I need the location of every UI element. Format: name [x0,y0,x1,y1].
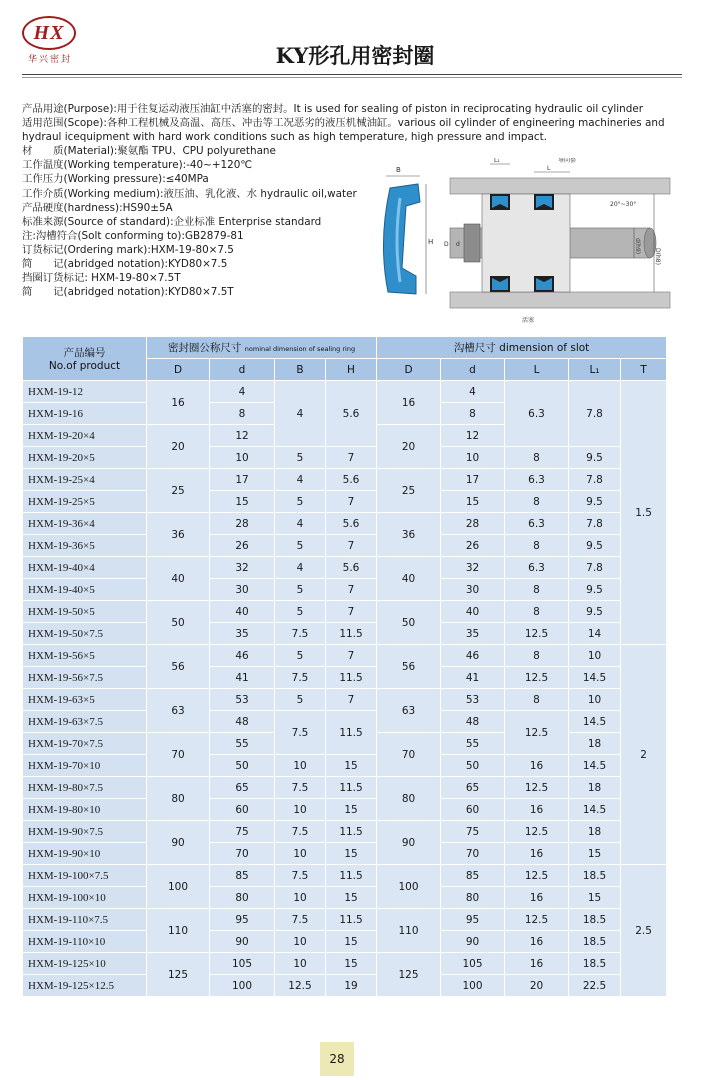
table-cell: 85 [441,865,505,887]
spec-material: 材 质(Material):聚氨酯 TPU、CPU polyurethane [22,145,276,158]
table-row [23,777,667,799]
product-code: HXM-19-110×7.5 [23,909,147,931]
table-cell: 90 [377,821,441,865]
table-cell: 7.8 [569,513,621,535]
spec-pressure: 工作压力(Working pressure):≤40MPa [22,173,209,186]
table-row [23,557,667,579]
table-cell: 2.5 [621,865,667,997]
table-cell: 15 [326,843,377,865]
product-code: HXM-19-40×5 [23,579,147,601]
table-cell: 40 [441,601,505,623]
table-row [23,711,667,733]
table-cell: 50 [147,601,210,645]
table-cell: 16 [505,953,569,975]
product-code: HXM-19-36×5 [23,535,147,557]
table-row [23,887,667,909]
table-cell: 16 [505,799,569,821]
table-row [23,469,667,491]
table-cell: 4 [210,381,275,403]
table-cell: 10 [210,447,275,469]
table-cell: 10 [275,931,326,953]
table-cell: 36 [147,513,210,557]
table-cell: 70 [210,843,275,865]
table-cell: 90 [441,931,505,953]
table-cell: 8 [505,689,569,711]
col-group-seal-en: nominal dimension of sealing ring [244,345,356,353]
col-seal-d: d [210,359,275,381]
table-row [23,865,667,887]
table-cell: 5.6 [326,469,377,491]
table-cell: 8 [505,645,569,667]
table-cell: 19 [326,975,377,997]
table-cell: 8 [505,535,569,557]
seal-diagram [372,158,684,328]
table-row [23,909,667,931]
product-code: HXM-19-56×5 [23,645,147,667]
product-code: HXM-19-80×7.5 [23,777,147,799]
table-cell: 110 [147,909,210,953]
ring-b-label: B [396,166,401,174]
table-cell: 14.5 [569,711,621,733]
table-cell: 65 [210,777,275,799]
table-cell: 9.5 [569,579,621,601]
guide-sleeve-label: 导向套 [558,158,577,164]
product-code: HXM-19-63×7.5 [23,711,147,733]
product-code: HXM-19-125×12.5 [23,975,147,997]
table-row [23,623,667,645]
table-row [23,689,667,711]
table-cell: 7.5 [275,623,326,645]
table-row [23,447,667,469]
col-slot-T: T [621,359,667,381]
product-code: HXM-19-90×7.5 [23,821,147,843]
table-cell: 10 [441,447,505,469]
table-cell: 15 [326,799,377,821]
table-cell: 35 [441,623,505,645]
product-code: HXM-19-25×5 [23,491,147,513]
table-cell: 70 [147,733,210,777]
piston-label: 活塞 [522,317,535,324]
table-cell: 18 [569,733,621,755]
table-cell: 5 [275,447,326,469]
table-cell: 15 [326,931,377,953]
table-cell: 10 [275,843,326,865]
col-product-en: No.of product [48,360,121,372]
table-cell: 16 [147,381,210,425]
table-cell: 85 [210,865,275,887]
product-code: HXM-19-25×4 [23,469,147,491]
header-divider [22,74,682,75]
table-cell: 4 [275,513,326,535]
table-cell: 16 [505,931,569,953]
table-row [23,755,667,777]
table-cell: 7.5 [275,711,326,755]
table-cell: 10 [569,689,621,711]
table-cell: 60 [441,799,505,821]
product-code: HXM-19-80×10 [23,799,147,821]
table-cell: 5 [275,491,326,513]
table-cell: 7 [326,645,377,667]
product-code: HXM-19-56×7.5 [23,667,147,689]
table-cell: 11.5 [326,909,377,931]
dim-l: L [547,165,551,172]
table-cell: 75 [441,821,505,843]
col-group-slot [377,337,667,359]
table-cell: 8 [505,579,569,601]
table-cell: 7.5 [275,865,326,887]
table-row [23,645,667,667]
table-cell: 60 [210,799,275,821]
col-group-seal [147,337,377,359]
table-cell: 10 [275,799,326,821]
table-cell: 56 [147,645,210,689]
table-cell: 50 [210,755,275,777]
table-cell: 7.5 [275,777,326,799]
table-cell: 100 [210,975,275,997]
table-cell: 11.5 [326,667,377,689]
table-row [23,491,667,513]
col-product [23,337,147,381]
table-cell: 70 [441,843,505,865]
table-cell: 110 [377,909,441,953]
product-code: HXM-19-100×7.5 [23,865,147,887]
table-cell: 6.3 [505,469,569,491]
col-seal-B: B [275,359,326,381]
table-cell: 50 [377,601,441,645]
table-row [23,535,667,557]
table-cell: 56 [377,645,441,689]
col-product-cn: 产品编号 [63,347,106,359]
table-cell: 12.5 [505,623,569,645]
table-cell: 7.5 [275,909,326,931]
table-cell: 40 [210,601,275,623]
table-cell: 12.5 [505,777,569,799]
header-divider-thin [22,77,682,78]
table-cell: 10 [275,887,326,909]
table-cell: 7.5 [275,667,326,689]
table-cell: 18.5 [569,909,621,931]
table-cell: 12.5 [505,909,569,931]
table-cell: 35 [210,623,275,645]
table-row [23,579,667,601]
table-cell: 15 [569,887,621,909]
product-code: HXM-19-70×7.5 [23,733,147,755]
table-cell: 46 [441,645,505,667]
spec-scope: 适用范围(Scope):各种工程机械及高温、高压、冲击等工况恶劣的液压机械油缸。various oil cylinder of engineering machineries and hydraul icequipment with hard work conditions such as high temperature, high pressure and impact. [22,117,665,144]
dim-d-h8: D(h8) [654,248,661,265]
col-slot-d: d [441,359,505,381]
table-cell: 7 [326,689,377,711]
table-cell: 125 [147,953,210,997]
table-cell: 12.5 [505,821,569,843]
table-cell: 12.5 [505,865,569,887]
table-cell: 16 [377,381,441,425]
spec-abridged: 简 记(abridged notation):KYD80×7.5 [22,258,228,271]
table-cell: 16 [505,843,569,865]
product-code: HXM-19-70×10 [23,755,147,777]
table-cell: 15 [326,953,377,975]
table-cell: 48 [441,711,505,733]
table-cell: 12.5 [505,711,569,755]
dimension-table [22,336,667,997]
table-row [23,843,667,865]
dim-big-d: D [444,241,449,248]
product-code: HXM-19-50×7.5 [23,623,147,645]
table-cell: 11.5 [326,821,377,843]
table-cell: 95 [210,909,275,931]
table-cell: 5 [275,645,326,667]
col-slot-D: D [377,359,441,381]
table-cell: 5.6 [326,381,377,447]
table-cell: 12.5 [505,667,569,689]
table-cell: 5 [275,579,326,601]
table-cell: 2 [621,645,667,865]
table-cell: 10 [275,953,326,975]
table-row [23,953,667,975]
spec-purpose: 产品用途(Purpose):用于往复运动液压油缸中活塞的密封。It is used for sealing of piston in reciprocating hydraulic oil cylinder [22,103,643,115]
table-cell: 10 [275,755,326,777]
table-cell: 4 [275,557,326,579]
table-cell: 12 [210,425,275,447]
table-cell: 20 [377,425,441,469]
table-row [23,381,667,403]
table-cell: 15 [441,491,505,513]
product-code: HXM-19-20×4 [23,425,147,447]
table-cell: 25 [147,469,210,513]
spec-ordering-mark: 订货标记(Ordering mark):HXM-19-80×7.5 [22,243,234,256]
spec-standard: 标准来源(Source of standard):企业标准 Enterprise standard [22,215,322,228]
table-cell: 9.5 [569,447,621,469]
table-row [23,667,667,689]
page-number: 28 [320,1042,354,1076]
table-cell: 14.5 [569,799,621,821]
table-cell: 8 [505,447,569,469]
table-cell: 41 [441,667,505,689]
col-seal-D: D [147,359,210,381]
table-cell: 17 [441,469,505,491]
dim-l1: L₁ [494,158,500,164]
table-cell: 90 [147,821,210,865]
table-cell: 7.8 [569,469,621,491]
table-cell: 5 [275,601,326,623]
col-group-slot-cn: 沟槽尺寸 [453,342,496,354]
product-code: HXM-19-16 [23,403,147,425]
spec-hardness: 产品硬度(hardness):HS90±5A [22,201,173,214]
table-cell: 6.3 [505,513,569,535]
table-cell: 65 [441,777,505,799]
table-row [23,513,667,535]
table-cell: 32 [210,557,275,579]
table-cell: 53 [210,689,275,711]
table-cell: 4 [275,469,326,491]
table-cell: 16 [505,755,569,777]
table-cell: 7.5 [275,821,326,843]
table-cell: 80 [210,887,275,909]
logo-mark: HX [22,16,76,50]
table-cell: 12.5 [275,975,326,997]
table-cell: 95 [441,909,505,931]
table-cell: 7 [326,491,377,513]
col-seal-H: H [326,359,377,381]
table-cell: 20 [505,975,569,997]
spec-ring-abridged: 简 记(abridged notation):KYD80×7.5T [22,286,234,299]
table-cell: 22.5 [569,975,621,997]
table-cell: 14.5 [569,755,621,777]
table-cell: 80 [377,777,441,821]
product-code: HXM-19-36×4 [23,513,147,535]
spec-slot-standard: 注:沟槽符合(Solt conforming to):GB2879-81 [22,229,244,242]
table-cell: 18.5 [569,865,621,887]
table-cell: 18 [569,777,621,799]
table-cell: 36 [377,513,441,557]
dim-d: d [456,241,460,248]
table-cell: 46 [210,645,275,667]
table-cell: 9.5 [569,535,621,557]
product-code: HXM-19-20×5 [23,447,147,469]
table-cell: 9.5 [569,601,621,623]
table-cell: 75 [210,821,275,843]
product-code: HXM-19-125×10 [23,953,147,975]
table-cell: 5.6 [326,513,377,535]
table-cell: 7.8 [569,557,621,579]
product-code: HXM-19-63×5 [23,689,147,711]
col-group-seal-cn: 密封圈公称尺寸 [167,342,242,354]
table-cell: 7 [326,447,377,469]
table-cell: 105 [441,953,505,975]
table-cell: 40 [147,557,210,601]
table-cell: 70 [377,733,441,777]
table-cell: 17 [210,469,275,491]
table-cell: 50 [441,755,505,777]
product-code: HXM-19-90×10 [23,843,147,865]
table-cell: 55 [441,733,505,755]
table-row [23,975,667,997]
product-code: HXM-19-40×4 [23,557,147,579]
table-row [23,821,667,843]
table-cell: 100 [441,975,505,997]
angle-label: 20°~30° [610,201,637,208]
table-cell: 6.3 [505,557,569,579]
table-cell: 4 [441,381,505,403]
table-cell: 7.8 [569,381,621,447]
table-body [23,381,667,997]
table-cell: 41 [210,667,275,689]
table-cell: 48 [210,711,275,733]
product-code: HXM-19-110×10 [23,931,147,953]
table-cell: 55 [210,733,275,755]
table-cell: 16 [505,887,569,909]
dim-d-h9: d(h9) [634,238,641,255]
spec-ring-ordering-mark: 挡圈订货标记: HXM-19-80×7.5T [22,272,181,285]
table-cell: 11.5 [326,623,377,645]
table-cell: 15 [326,755,377,777]
table-cell: 11.5 [326,865,377,887]
table-cell: 90 [210,931,275,953]
table-cell: 15 [569,843,621,865]
product-code: HXM-19-12 [23,381,147,403]
product-code: HXM-19-100×10 [23,887,147,909]
table-cell: 12 [441,425,505,447]
table-cell: 8 [210,403,275,425]
table-cell: 80 [441,887,505,909]
table-cell: 5 [275,535,326,557]
col-slot-L: L [505,359,569,381]
table-cell: 7 [326,579,377,601]
table-cell: 26 [441,535,505,557]
table-cell: 14.5 [569,667,621,689]
col-slot-L1: L₁ [569,359,621,381]
page-title: KY形孔用密封圈 [275,43,435,68]
table-cell: 5 [275,689,326,711]
product-code: HXM-19-50×5 [23,601,147,623]
table-cell: 28 [210,513,275,535]
table-cell: 9.5 [569,491,621,513]
table-row [23,931,667,953]
table-cell: 53 [441,689,505,711]
table-cell: 4 [275,381,326,447]
table-cell: 18 [569,821,621,843]
table-cell: 63 [147,689,210,733]
table-cell: 15 [210,491,275,513]
table-cell: 7 [326,601,377,623]
table-cell: 5.6 [326,557,377,579]
logo-subtitle: 华兴密封 [27,55,72,65]
table-cell: 32 [441,557,505,579]
table-cell: 15 [326,887,377,909]
table-cell: 63 [377,689,441,733]
table-row [23,799,667,821]
table-cell: 30 [441,579,505,601]
table-cell: 26 [210,535,275,557]
table-cell: 105 [210,953,275,975]
ring-h-label: H [428,238,434,246]
table-cell: 10 [569,645,621,667]
table-cell: 1.5 [621,381,667,645]
table-cell: 80 [147,777,210,821]
col-group-slot-en: dimension of slot [499,342,590,354]
table-cell: 18.5 [569,931,621,953]
table-cell: 8 [505,601,569,623]
table-cell: 100 [147,865,210,909]
table-cell: 8 [441,403,505,425]
table-cell: 18.5 [569,953,621,975]
table-cell: 40 [377,557,441,601]
table-cell: 8 [505,491,569,513]
table-cell: 100 [377,865,441,909]
table-cell: 11.5 [326,711,377,755]
table-cell: 125 [377,953,441,997]
table-cell: 6.3 [505,381,569,447]
spec-temperature: 工作温度(Working temperature):-40~+120℃ [22,159,253,172]
table-cell: 20 [147,425,210,469]
table-cell: 14 [569,623,621,645]
table-cell: 7 [326,535,377,557]
table-cell: 30 [210,579,275,601]
table-row [23,601,667,623]
table-cell: 11.5 [326,777,377,799]
table-cell: 25 [377,469,441,513]
table-cell: 28 [441,513,505,535]
spec-medium: 工作介质(Working medium):液压油、乳化液、水 hydraulic oil,water [22,187,357,200]
